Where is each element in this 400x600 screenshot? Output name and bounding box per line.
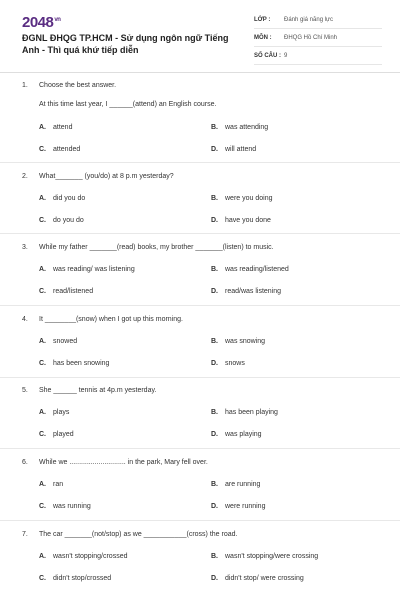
meta-label-subject: MÔN : [254, 35, 272, 41]
option-letter: C. [39, 503, 46, 510]
option-letter: C. [39, 431, 46, 438]
logo[interactable] [22, 14, 60, 31]
option-d[interactable] [211, 360, 245, 367]
option-letter: A. [39, 124, 46, 131]
option-text: wasn't stopping/crossed [53, 553, 128, 560]
option-d[interactable] [211, 431, 262, 438]
option-text: was reading/ was listening [53, 266, 135, 273]
option-a[interactable] [39, 266, 135, 273]
meta-label-class: LỚP : [254, 17, 271, 23]
option-text: plays [53, 409, 70, 416]
option-text: was snowing [225, 338, 266, 345]
question-sentence: At this time last year, I ______(attend) an English course. [39, 101, 217, 108]
option-c[interactable] [39, 217, 84, 224]
option-text: attended [53, 146, 81, 153]
option-letter: B. [211, 195, 218, 202]
question-divider [0, 305, 400, 306]
option-d[interactable] [211, 288, 281, 295]
option-letter: D. [211, 503, 218, 510]
question-number: 6. [22, 459, 28, 466]
meta-row-subject [254, 32, 382, 47]
option-letter: D. [211, 360, 218, 367]
option-letter: B. [211, 481, 218, 488]
meta-info [254, 14, 382, 68]
question-number: 2. [22, 173, 28, 180]
option-d[interactable] [211, 146, 256, 153]
option-text: wasn't stopping/were crossing [225, 553, 319, 560]
option-letter: A. [39, 409, 46, 416]
option-text: was running [53, 503, 91, 510]
option-d[interactable] [211, 217, 271, 224]
option-letter: D. [211, 288, 218, 295]
question-number: 3. [22, 244, 28, 251]
question-divider [0, 162, 400, 163]
option-a[interactable] [39, 481, 63, 488]
option-text: played [53, 431, 74, 438]
option-text: was attending [225, 124, 269, 131]
option-c[interactable] [39, 503, 91, 510]
option-a[interactable] [39, 338, 77, 345]
option-letter: A. [39, 553, 46, 560]
option-c[interactable] [39, 360, 109, 367]
meta-value-class: Đánh giá năng lực [284, 17, 334, 23]
option-letter: A. [39, 195, 46, 202]
question-divider [0, 233, 400, 234]
question-text: Choose the best answer. [39, 82, 117, 89]
option-text: have you done [225, 217, 271, 224]
option-text: ran [53, 481, 64, 488]
option-text: was playing [225, 431, 262, 438]
option-b[interactable] [211, 266, 289, 273]
option-letter: D. [211, 431, 218, 438]
option-b[interactable] [211, 195, 272, 202]
option-letter: B. [211, 124, 218, 131]
option-text: didn't stop/crossed [53, 575, 112, 582]
option-text: do you do [53, 217, 84, 224]
option-a[interactable] [39, 409, 69, 416]
question-divider [0, 520, 400, 521]
option-text: didn't stop/ were crossing [225, 575, 304, 582]
option-letter: B. [211, 553, 218, 560]
header-divider [0, 72, 400, 73]
option-b[interactable] [211, 124, 268, 131]
question-text: What_______ (you/do) at 8 p.m yesterday? [39, 173, 174, 180]
meta-value-count: 9 [284, 53, 288, 59]
option-text: were you doing [225, 195, 273, 202]
question-text: While we ............................. in the park, Mary fell over. [39, 459, 208, 466]
option-letter: C. [39, 360, 46, 367]
option-text: did you do [53, 195, 86, 202]
meta-row-count [254, 50, 382, 65]
question-text: While my father _______(read) books, my brother _______(listen) to music. [39, 244, 274, 251]
meta-label-count: SỐ CÂU : [254, 53, 281, 59]
option-b[interactable] [211, 338, 265, 345]
question-number: 7. [22, 531, 28, 538]
logo-suffix: vn [54, 17, 61, 23]
option-c[interactable] [39, 288, 93, 295]
option-d[interactable] [211, 575, 304, 582]
option-letter: C. [39, 146, 46, 153]
option-text: was reading/listened [225, 266, 289, 273]
option-text: snowed [53, 338, 78, 345]
option-letter: B. [211, 409, 218, 416]
logo-text: 2048 [22, 14, 54, 31]
option-a[interactable] [39, 553, 128, 560]
header [0, 0, 400, 72]
page-title: ĐGNL ĐHQG TP.HCM - Sử dụng ngôn ngữ Tiếng Anh - Thì quá khứ tiếp diễn [22, 33, 229, 55]
option-b[interactable] [211, 481, 260, 488]
question-text: It ________(snow) when I got up this morning. [39, 316, 183, 323]
question-divider [0, 377, 400, 378]
option-letter: A. [39, 266, 46, 273]
option-a[interactable] [39, 195, 85, 202]
option-text: were running [225, 503, 266, 510]
option-c[interactable] [39, 575, 111, 582]
option-letter: D. [211, 146, 218, 153]
option-letter: B. [211, 266, 218, 273]
option-text: are running [225, 481, 261, 488]
option-a[interactable] [39, 124, 72, 131]
question-number: 5. [22, 387, 28, 394]
option-b[interactable] [211, 409, 278, 416]
option-letter: C. [39, 217, 46, 224]
option-text: read/listened [53, 288, 94, 295]
meta-row-class [254, 14, 382, 29]
option-letter: D. [211, 575, 218, 582]
option-text: has been playing [225, 409, 278, 416]
option-text: attend [53, 124, 73, 131]
option-c[interactable] [39, 431, 74, 438]
option-letter: A. [39, 338, 46, 345]
option-letter: B. [211, 338, 218, 345]
option-letter: C. [39, 575, 46, 582]
question-text: She ______ tennis at 4p.m yesterday. [39, 387, 157, 394]
question-number: 1. [22, 82, 28, 89]
option-text: will attend [225, 146, 257, 153]
question-divider [0, 448, 400, 449]
option-letter: A. [39, 481, 46, 488]
question-text: The car _______(not/stop) as we ___________(cross) the road. [39, 531, 238, 538]
question-number: 4. [22, 316, 28, 323]
option-text: read/was listening [225, 288, 282, 295]
option-b[interactable] [211, 553, 318, 560]
option-letter: C. [39, 288, 46, 295]
option-c[interactable] [39, 146, 80, 153]
option-d[interactable] [211, 503, 265, 510]
option-letter: D. [211, 217, 218, 224]
option-text: has been snowing [53, 360, 110, 367]
option-text: snows [225, 360, 245, 367]
meta-value-subject: ĐHQG Hồ Chí Minh [284, 35, 338, 41]
